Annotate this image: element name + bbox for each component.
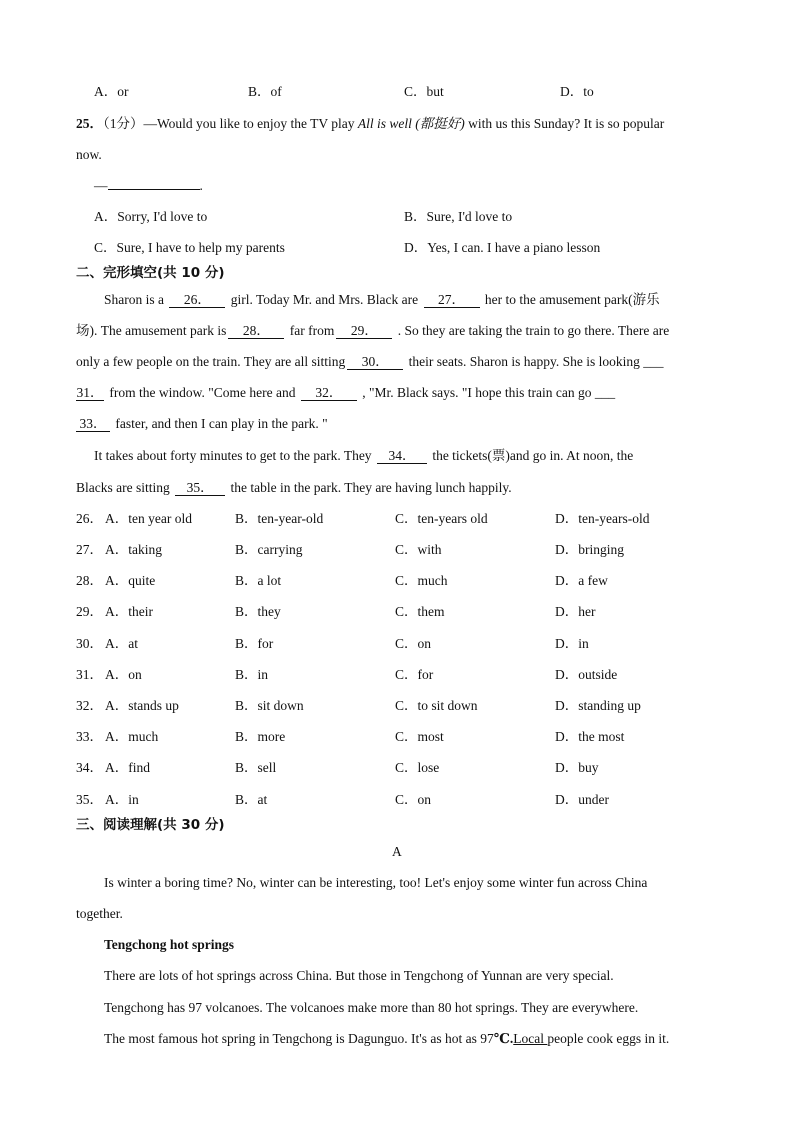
cloze-line-3 [76,353,664,371]
sentence-3-post: people cook eggs in it. [547,1031,670,1046]
question-31-number: 31． [76,667,103,682]
q25-option-d[interactable]: D．Yes, I can. I have a piano lesson [404,240,601,255]
cloze-line-7 [76,479,512,497]
section3-heading: 三、阅读理解(共 30 分) [76,817,225,833]
cloze-text: far from [286,323,335,338]
question-35-option-c[interactable]: C．on [395,792,432,807]
q25-option-c[interactable]: C．Sure, I have to help my parents [94,240,285,255]
question-28-option-a[interactable]: A．quite [105,573,156,588]
q25-title-cn: (都挺好) [411,116,465,131]
question-31-option-b[interactable]: B．in [235,667,269,682]
question-27-option-a[interactable]: A．taking [105,542,162,557]
question-26-number: 26． [76,511,103,526]
question-27-option-c[interactable]: C．with [395,542,442,557]
question-35-number: 35． [76,792,103,807]
cloze-text: Sharon is a [104,292,168,307]
blank-28[interactable]: 28． [228,323,284,339]
passage-sentence-3 [104,1030,669,1048]
cloze-line-4 [76,384,615,402]
passage-intro-line-2: together. [76,906,123,921]
q25-reply-end: . [199,178,203,193]
cloze-text: faster, and then I can play in the park. " [112,416,328,431]
question-31-option-a[interactable]: A．on [105,667,142,682]
question-26-option-d[interactable]: D．ten-years-old [555,511,650,526]
passage-sentence-1: There are lots of hot springs across China. But those in Tengchong of Yunnan are very special. [104,968,614,983]
question-30-number: 30． [76,636,103,651]
underlined-word-local[interactable]: Local [513,1031,548,1046]
cloze-line-6 [94,447,633,465]
question-27-option-d[interactable]: D．bringing [555,542,624,557]
question-32-option-a[interactable]: A．stands up [105,698,179,713]
cloze-text: only a few people on the train. They are all sitting [76,354,346,369]
question-34-option-b[interactable]: B．sell [235,760,277,775]
q25-score: （1分） [103,116,144,131]
passage-subtitle: Tengchong hot springs [104,937,235,952]
q25-reply [94,177,203,195]
question-29-number: 29． [76,604,103,619]
cloze-text: from the window. "Come here and [106,385,299,400]
question-26-option-b[interactable]: B．ten-year-old [235,511,324,526]
question-32-option-d[interactable]: D．standing up [555,698,641,713]
question-32-number: 32． [76,698,103,713]
q25-number: 25． [76,116,103,131]
question-32-option-c[interactable]: C．to sit down [395,698,478,713]
q25-stem-post: with us this Sunday? It is so popular [464,116,665,131]
cloze-line-5 [76,415,328,433]
question-30-option-b[interactable]: B．for [235,636,274,651]
q24-option-c[interactable]: C．but [404,84,444,99]
question-27-number: 27． [76,542,103,557]
question-30-option-a[interactable]: A．at [105,636,138,651]
question-34-option-c[interactable]: C．lose [395,760,440,775]
cloze-line-2 [76,322,669,340]
question-28-number: 28． [76,573,103,588]
question-35-option-a[interactable]: A．in [105,792,139,807]
q24-option-a[interactable]: A．or [94,84,129,99]
cloze-line-1 [104,291,660,309]
passage-label: A [392,844,402,859]
question-27-option-b[interactable]: B．carrying [235,542,303,557]
passage-intro-line-1: Is winter a boring time? No, winter can be interesting, too! Let's enjoy some winter fun across China [104,875,648,890]
q25-stem-cont: now. [76,147,102,162]
question-29-option-b[interactable]: B．they [235,604,281,619]
question-29-option-a[interactable]: A．their [105,604,153,619]
cloze-text: girl. Today Mr. and Mrs. Black are [227,292,422,307]
question-35-option-b[interactable]: B．at [235,792,268,807]
blank-30[interactable]: 30． [347,354,403,370]
question-33-number: 33． [76,729,103,744]
question-31-option-d[interactable]: D．outside [555,667,618,682]
question-34-option-a[interactable]: A．find [105,760,150,775]
blank-31[interactable]: 31． [76,385,104,400]
question-26-option-c[interactable]: C．ten-years old [395,511,488,526]
passage-sentence-2: Tengchong has 97 volcanoes. The volcanoes make more than 80 hot springs. They are everywhere. [104,1000,639,1015]
blank-26[interactable]: 26． [169,292,225,308]
q25-stem [76,115,664,133]
blank-34[interactable]: 34． [377,448,427,464]
question-33-option-c[interactable]: C．most [395,729,444,744]
blank-27[interactable]: 27． [424,292,480,308]
question-33-option-d[interactable]: D．the most [555,729,625,744]
question-35-option-d[interactable]: D．under [555,792,609,807]
q25-title: All is well [357,116,412,131]
question-30-option-c[interactable]: C．on [395,636,432,651]
degree-celsius: ℃. [493,1031,514,1046]
question-30-option-d[interactable]: D．in [555,636,589,651]
question-28-option-d[interactable]: D．a few [555,573,608,588]
q25-option-b[interactable]: B．Sure, I'd love to [404,209,513,224]
blank-32[interactable]: 32． [301,385,357,401]
question-28-option-c[interactable]: C．much [395,573,448,588]
question-29-option-c[interactable]: C．them [395,604,445,619]
question-33-option-a[interactable]: A．much [105,729,159,744]
cloze-text: 场). The amusement park is [76,323,227,338]
cloze-text: , "Mr. Black says. "I hope this train can go ___ [358,385,616,400]
question-32-option-b[interactable]: B．sit down [235,698,304,713]
question-29-option-d[interactable]: D．her [555,604,596,619]
section2-heading: 二、完形填空(共 10 分) [76,265,225,281]
cloze-text: their seats. Sharon is happy. She is looking ___ [405,354,664,369]
question-34-option-d[interactable]: D．buy [555,760,599,775]
blank-33[interactable]: 33． [76,416,110,432]
cloze-text: the tickets(票)and go in. At noon, the [428,448,634,463]
q24-option-d[interactable]: D．to [560,84,594,99]
cloze-text: . So they are taking the train to go there. There are [394,323,670,338]
q25-reply-dash: — [94,178,108,193]
blank-29[interactable]: 29． [336,323,392,339]
q25-option-a[interactable]: A．Sorry, I'd love to [94,209,208,224]
q25-stem-pre: —Would you like to enjoy the TV play [143,116,358,131]
cloze-text: the table in the park. They are having lunch happily. [227,480,512,495]
blank-35[interactable]: 35． [175,480,225,496]
question-33-option-b[interactable]: B．more [235,729,286,744]
question-34-number: 34． [76,760,103,775]
sentence-3-pre: The most famous hot spring in Tengchong is Dagunguo. It's as hot as 97 [104,1031,494,1046]
cloze-text: Blacks are sitting [76,480,174,495]
question-28-option-b[interactable]: B．a lot [235,573,282,588]
cloze-text: It takes about forty minutes to get to the park. They [94,448,375,463]
cloze-text: her to the amusement park(游乐 [481,292,660,307]
q24-option-b[interactable]: B．of [248,84,282,99]
question-26-option-a[interactable]: A．ten year old [105,511,192,526]
question-31-option-c[interactable]: C．for [395,667,434,682]
q25-answer-blank[interactable] [108,189,200,190]
